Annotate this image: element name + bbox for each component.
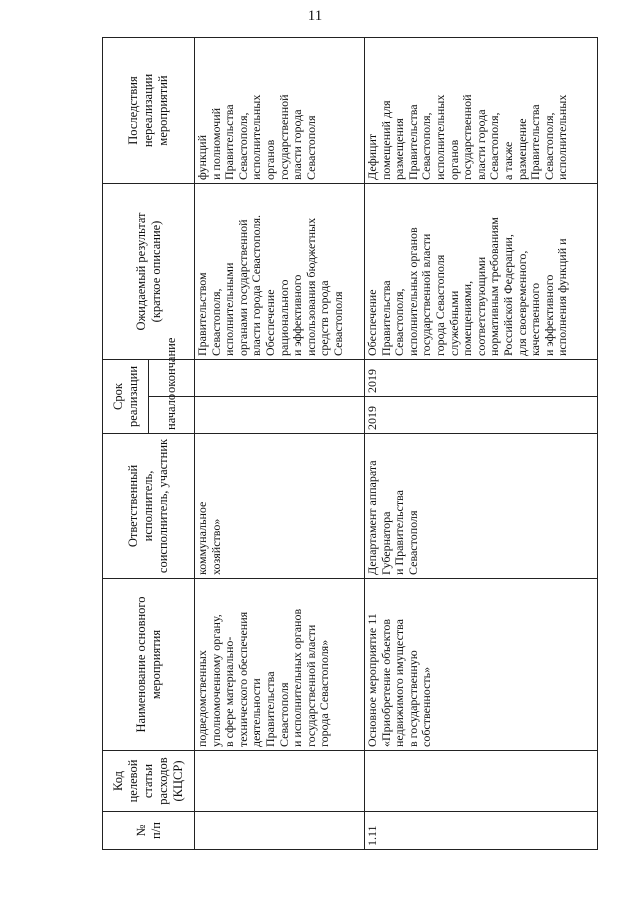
- header-start: начало: [149, 397, 195, 434]
- row2-name: Основное мероприятие 11 «Приобретение объектов недвижимого имущества в государственную собственность»: [365, 579, 598, 751]
- row1-name: подведомственных уполномоченному органу, в сфере материально- технического обеспечения деятельности Правительства Севастополя и исполнительных органов государственной власти города Севастополя»: [195, 579, 365, 751]
- row1-result: Правительством Севастополя, исполнительными органами государственной власти города Севастополя. Обеспечение рационального и эффективного использования бюджетных средств города Севастополя: [195, 183, 365, 359]
- page-number: 11: [307, 8, 323, 24]
- header-result: Ожидаемый результат (краткое описание): [103, 183, 195, 359]
- header-consequences: Последствия нереализации мероприятий: [103, 37, 195, 183]
- row1-consequences: функций и полномочий Правительства Севастополя, исполнительных органов государственной власти города Севастополя: [195, 37, 365, 183]
- rotated-table-container: [102, 38, 597, 850]
- row2-start: 2019: [365, 397, 598, 434]
- header-row: [103, 37, 149, 849]
- row2-result: Обеспечение Правительства Севастополя, исполнительных органов государственной власти города Севастополя служебными помещениями, соответствующими нормативным требованиям Российской Федерации, для своевременного, качественного и эффективного исполнения функций и: [365, 183, 598, 359]
- row1-code: [195, 751, 365, 812]
- header-name: Наименование основного мероприятия: [103, 579, 195, 751]
- row2-code: [365, 751, 598, 812]
- row1-start: [195, 397, 365, 434]
- header-period: Срок реализации: [103, 359, 149, 433]
- row2-responsible: Департамент аппарата Губернатора и Правительства Севастополя: [365, 434, 598, 579]
- header-num: № п/п: [103, 812, 195, 850]
- row2-end: 2019: [365, 359, 598, 396]
- table-row: [195, 37, 365, 849]
- row1-end: [195, 359, 365, 396]
- row2-consequences: Дефицит помещений для размещения Правительства Севастополя, исполнительных органов государственной власти города Севастополя, а также размещение Правительства Севастополя, исполнительных: [365, 37, 598, 183]
- activities-table: [102, 37, 598, 850]
- header-end: окончание: [149, 359, 195, 396]
- header-responsible: Ответственный исполнитель, соисполнитель, участник: [103, 434, 195, 579]
- row1-num: [195, 812, 365, 850]
- row1-responsible: коммунальное хозяйство»: [195, 434, 365, 579]
- table-row: [365, 37, 598, 849]
- header-code: Код целевой статьи расходов (КЦСР): [103, 751, 195, 812]
- row2-num: 1.11: [365, 812, 598, 850]
